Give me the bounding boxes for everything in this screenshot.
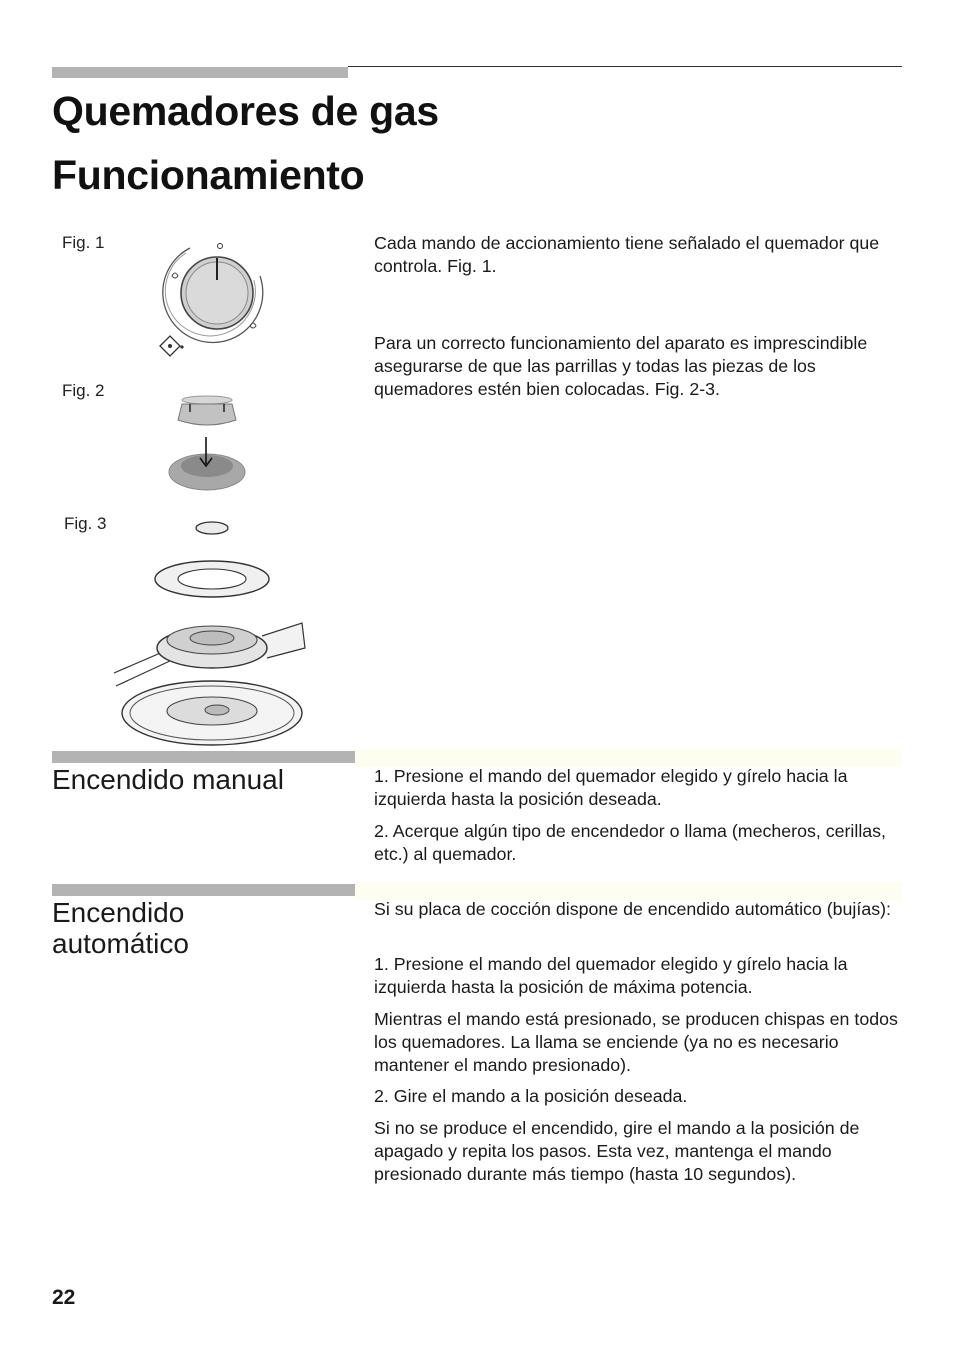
auto-paragraph-2: 1. Presione el mando del quemador elegido y gírelo hacia la izquierda hasta la posición de máxima potencia.: [374, 954, 848, 997]
manual-step-1: 1. Presione el mando del quemador elegido y gírelo hacia la izquierda hasta la posición deseada.: [374, 766, 848, 809]
header-rule: [348, 66, 902, 67]
intro-paragraph-1: Cada mando de accionamiento tiene señalado el quemador que controla. Fig. 1.: [374, 233, 880, 276]
knob-illustration: [150, 236, 265, 362]
auto-paragraph-1: Si su placa de cocción dispone de encendido automático (bujías):: [374, 899, 891, 919]
burner-cap-illustration: [162, 392, 262, 497]
fig1-label: Fig. 1: [62, 233, 105, 252]
intro-paragraph-2: Para un correcto funcionamiento del aparato es imprescindible asegurarse de que las parrillas y todas las piezas de los quemadores estén bien colocadas. Fig. 2-3.: [374, 333, 868, 399]
auto-paragraph-4: 2. Gire el mando a la posición deseada.: [374, 1086, 688, 1106]
page-number: 22: [52, 1286, 76, 1309]
section-title-auto-line2: automático: [52, 928, 189, 959]
section-title-manual: Encendido manual: [52, 764, 284, 795]
page-title: Quemadores de gas: [52, 88, 439, 134]
section-title-auto-line1: Encendido: [52, 897, 185, 928]
header-bar: [52, 67, 348, 78]
burner-exploded-illustration: [112, 518, 307, 746]
auto-paragraph-3: Mientras el mando está presionado, se producen chispas en todos los quemadores. La llama se enciende (ya no es necesario mantener el mando presionado).: [374, 1009, 898, 1075]
fig2-label: Fig. 2: [62, 381, 105, 400]
auto-paragraph-5: Si no se produce el encendido, gire el mando a la posición de apagado y repita los pasos. Esta vez, mantenga el mando presionado durante más tiempo (hasta 10 segundos).: [374, 1118, 860, 1184]
section-bar-manual: [52, 751, 355, 763]
section-bar-auto: [52, 884, 355, 896]
manual-step-2: 2. Acerque algún tipo de encendedor o llama (mecheros, cerillas, etc.) al quemador.: [374, 821, 887, 864]
page-subtitle: Funcionamiento: [52, 152, 365, 198]
fig3-label: Fig. 3: [64, 514, 107, 533]
